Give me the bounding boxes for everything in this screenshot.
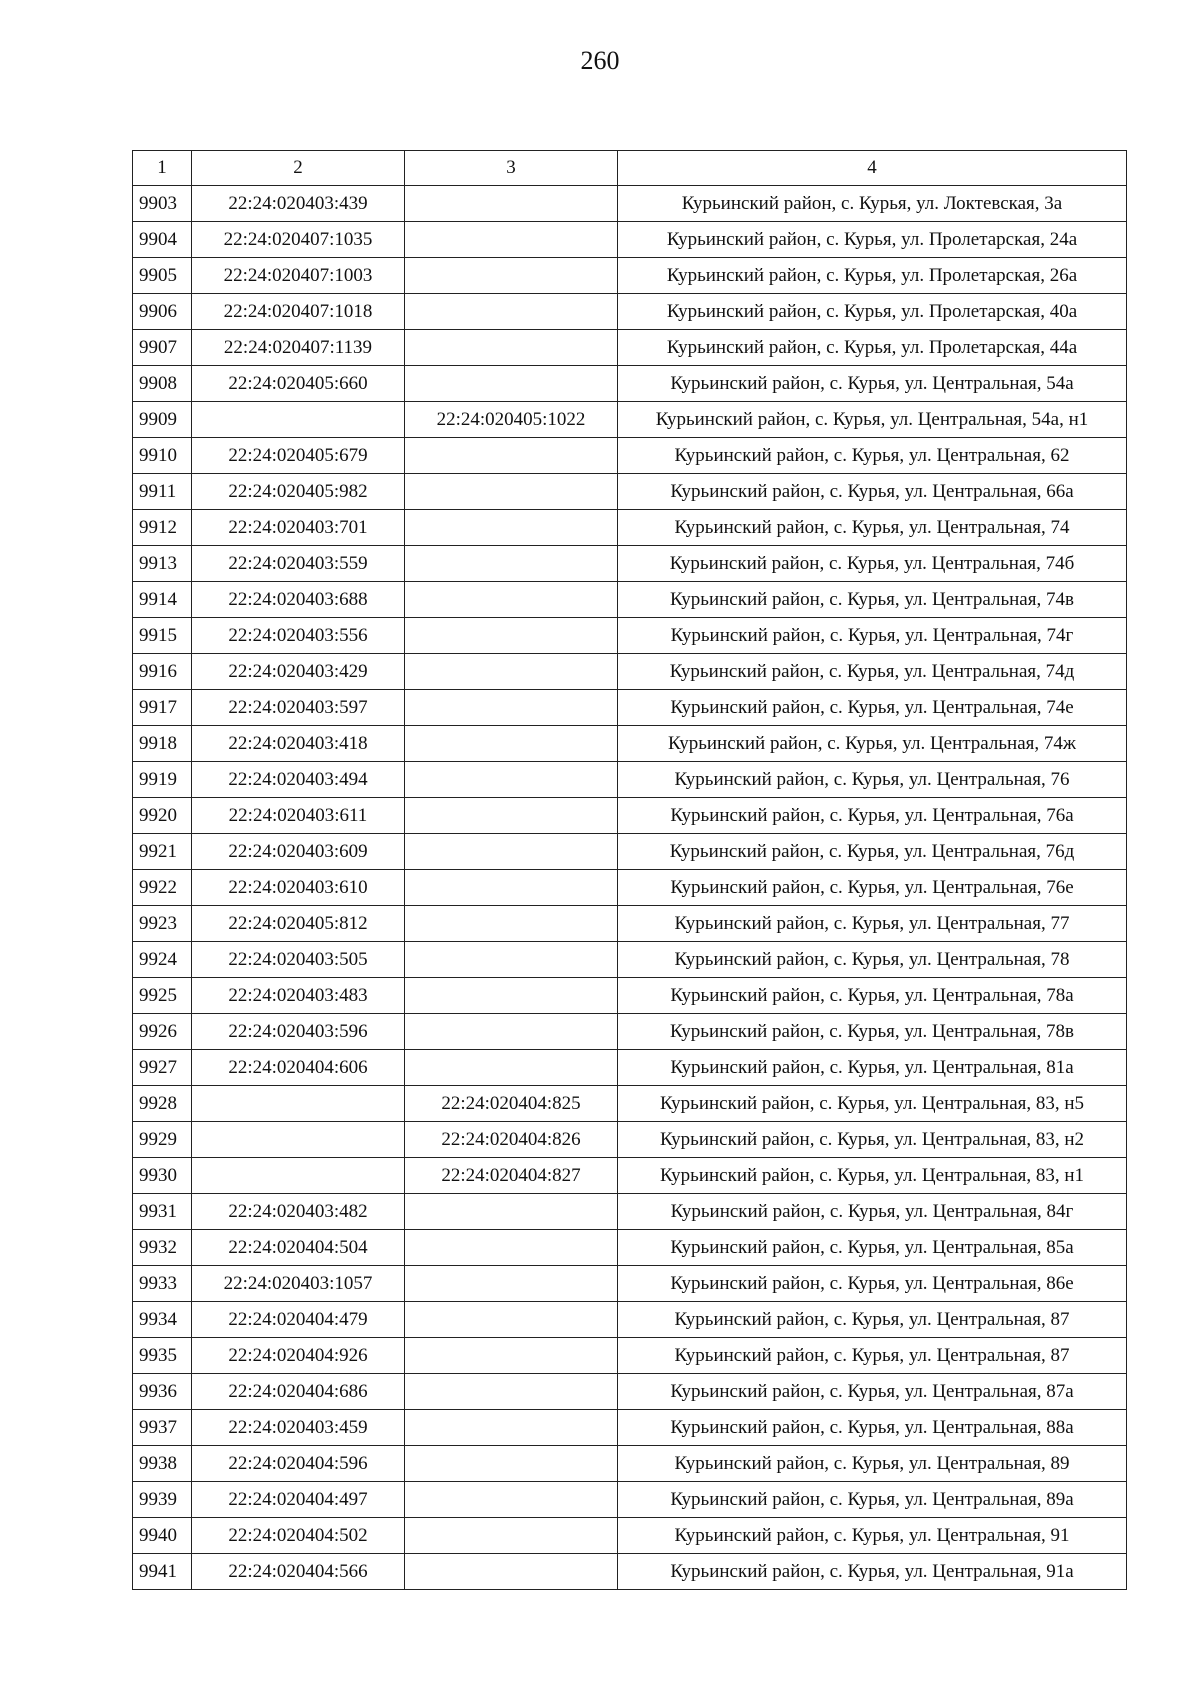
table-row: [133, 1518, 1127, 1554]
address-cell: Курьинский район, с. Курья, ул. Пролетарская, 40а: [618, 294, 1127, 330]
building-cadastral-number-cell: [405, 726, 618, 762]
row-number-cell: 9918: [133, 726, 192, 762]
column-header-3: 3: [405, 151, 618, 186]
address-cell: Курьинский район, с. Курья, ул. Центральная, 77: [618, 906, 1127, 942]
address-cell: Курьинский район, с. Курья, ул. Центральная, 87: [618, 1302, 1127, 1338]
table-row: [133, 294, 1127, 330]
table-row: [133, 330, 1127, 366]
land-cadastral-number-cell: 22:24:020407:1018: [192, 294, 405, 330]
address-cell: Курьинский район, с. Курья, ул. Центральная, 74ж: [618, 726, 1127, 762]
column-header-1: 1: [133, 151, 192, 186]
address-cell: Курьинский район, с. Курья, ул. Центральная, 86е: [618, 1266, 1127, 1302]
table-header: [133, 151, 1127, 186]
row-number-cell: 9932: [133, 1230, 192, 1266]
row-number-cell: 9939: [133, 1482, 192, 1518]
row-number-cell: 9915: [133, 618, 192, 654]
building-cadastral-number-cell: [405, 1518, 618, 1554]
row-number-cell: 9913: [133, 546, 192, 582]
address-cell: Курьинский район, с. Курья, ул. Пролетарская, 44а: [618, 330, 1127, 366]
table-row: [133, 978, 1127, 1014]
building-cadastral-number-cell: [405, 366, 618, 402]
building-cadastral-number-cell: [405, 870, 618, 906]
table-row: [133, 1158, 1127, 1194]
address-cell: Курьинский район, с. Курья, ул. Центральная, 74в: [618, 582, 1127, 618]
column-header-2: 2: [192, 151, 405, 186]
row-number-cell: 9938: [133, 1446, 192, 1482]
building-cadastral-number-cell: [405, 1302, 618, 1338]
building-cadastral-number-cell: 22:24:020404:826: [405, 1122, 618, 1158]
building-cadastral-number-cell: 22:24:020405:1022: [405, 402, 618, 438]
address-cell: Курьинский район, с. Курья, ул. Центральная, 83, н5: [618, 1086, 1127, 1122]
table-row: [133, 1266, 1127, 1302]
building-cadastral-number-cell: [405, 1482, 618, 1518]
table-row: [133, 582, 1127, 618]
row-number-cell: 9919: [133, 762, 192, 798]
table-row: [133, 510, 1127, 546]
table-row: [133, 690, 1127, 726]
land-cadastral-number-cell: [192, 1086, 405, 1122]
row-number-cell: 9928: [133, 1086, 192, 1122]
row-number-cell: 9917: [133, 690, 192, 726]
land-cadastral-number-cell: 22:24:020403:483: [192, 978, 405, 1014]
building-cadastral-number-cell: 22:24:020404:827: [405, 1158, 618, 1194]
table-row: [133, 654, 1127, 690]
address-cell: Курьинский район, с. Курья, ул. Центральная, 76д: [618, 834, 1127, 870]
building-cadastral-number-cell: [405, 1266, 618, 1302]
address-cell: Курьинский район, с. Курья, ул. Центральная, 78в: [618, 1014, 1127, 1050]
land-cadastral-number-cell: 22:24:020405:660: [192, 366, 405, 402]
row-number-cell: 9923: [133, 906, 192, 942]
land-cadastral-number-cell: 22:24:020407:1035: [192, 222, 405, 258]
row-number-cell: 9926: [133, 1014, 192, 1050]
land-cadastral-number-cell: 22:24:020403:418: [192, 726, 405, 762]
land-cadastral-number-cell: [192, 1158, 405, 1194]
table-row: [133, 1302, 1127, 1338]
address-cell: Курьинский район, с. Курья, ул. Центральная, 87а: [618, 1374, 1127, 1410]
address-cell: Курьинский район, с. Курья, ул. Центральная, 74д: [618, 654, 1127, 690]
land-cadastral-number-cell: 22:24:020403:597: [192, 690, 405, 726]
land-cadastral-number-cell: 22:24:020403:610: [192, 870, 405, 906]
table-row: [133, 1554, 1127, 1590]
row-number-cell: 9905: [133, 258, 192, 294]
address-cell: Курьинский район, с. Курья, ул. Центральная, 78а: [618, 978, 1127, 1014]
table-row: [133, 1050, 1127, 1086]
address-cell: Курьинский район, с. Курья, ул. Центральная, 54а: [618, 366, 1127, 402]
table-row: [133, 942, 1127, 978]
table-row: [133, 1410, 1127, 1446]
table-row: [133, 1122, 1127, 1158]
land-cadastral-number-cell: 22:24:020403:609: [192, 834, 405, 870]
table-row: [133, 546, 1127, 582]
header-row: [133, 151, 1127, 186]
row-number-cell: 9934: [133, 1302, 192, 1338]
address-cell: Курьинский район, с. Курья, ул. Центральная, 76: [618, 762, 1127, 798]
address-cell: Курьинский район, с. Курья, ул. Центральная, 83, н2: [618, 1122, 1127, 1158]
page-number: 260: [580, 46, 620, 75]
table-row: [133, 618, 1127, 654]
land-cadastral-number-cell: 22:24:020404:686: [192, 1374, 405, 1410]
table-row: [133, 1194, 1127, 1230]
row-number-cell: 9910: [133, 438, 192, 474]
table-row: [133, 1446, 1127, 1482]
land-cadastral-number-cell: 22:24:020403:1057: [192, 1266, 405, 1302]
column-header-4: 4: [618, 151, 1127, 186]
land-cadastral-number-cell: 22:24:020404:497: [192, 1482, 405, 1518]
address-cell: Курьинский район, с. Курья, ул. Центральная, 54а, н1: [618, 402, 1127, 438]
land-cadastral-number-cell: 22:24:020403:559: [192, 546, 405, 582]
land-cadastral-number-cell: 22:24:020403:596: [192, 1014, 405, 1050]
table-row: [133, 1086, 1127, 1122]
row-number-cell: 9940: [133, 1518, 192, 1554]
building-cadastral-number-cell: [405, 1374, 618, 1410]
address-cell: Курьинский район, с. Курья, ул. Центральная, 74: [618, 510, 1127, 546]
table-row: [133, 366, 1127, 402]
row-number-cell: 9935: [133, 1338, 192, 1374]
row-number-cell: 9930: [133, 1158, 192, 1194]
table-row: [133, 906, 1127, 942]
building-cadastral-number-cell: [405, 1014, 618, 1050]
row-number-cell: 9920: [133, 798, 192, 834]
land-cadastral-number-cell: 22:24:020404:566: [192, 1554, 405, 1590]
building-cadastral-number-cell: [405, 690, 618, 726]
building-cadastral-number-cell: [405, 438, 618, 474]
row-number-cell: 9941: [133, 1554, 192, 1590]
address-cell: Курьинский район, с. Курья, ул. Центральная, 91а: [618, 1554, 1127, 1590]
land-cadastral-number-cell: 22:24:020404:606: [192, 1050, 405, 1086]
table-row: [133, 186, 1127, 222]
building-cadastral-number-cell: [405, 1194, 618, 1230]
building-cadastral-number-cell: [405, 978, 618, 1014]
table-row: [133, 222, 1127, 258]
land-cadastral-number-cell: [192, 1122, 405, 1158]
table-row: [133, 1014, 1127, 1050]
land-cadastral-number-cell: 22:24:020403:505: [192, 942, 405, 978]
row-number-cell: 9903: [133, 186, 192, 222]
row-number-cell: 9933: [133, 1266, 192, 1302]
row-number-cell: 9906: [133, 294, 192, 330]
building-cadastral-number-cell: [405, 546, 618, 582]
address-cell: Курьинский район, с. Курья, ул. Центральная, 76е: [618, 870, 1127, 906]
table-row: [133, 798, 1127, 834]
table-row: [133, 1230, 1127, 1266]
table-row: [133, 438, 1127, 474]
building-cadastral-number-cell: [405, 1410, 618, 1446]
address-cell: Курьинский район, с. Курья, ул. Центральная, 74г: [618, 618, 1127, 654]
address-cell: Курьинский район, с. Курья, ул. Центральная, 66а: [618, 474, 1127, 510]
table-row: [133, 1482, 1127, 1518]
row-number-cell: 9911: [133, 474, 192, 510]
building-cadastral-number-cell: [405, 222, 618, 258]
land-cadastral-number-cell: 22:24:020404:926: [192, 1338, 405, 1374]
row-number-cell: 9909: [133, 402, 192, 438]
table-row: [133, 726, 1127, 762]
building-cadastral-number-cell: [405, 186, 618, 222]
land-cadastral-number-cell: 22:24:020403:688: [192, 582, 405, 618]
row-number-cell: 9921: [133, 834, 192, 870]
address-cell: Курьинский район, с. Курья, ул. Пролетарская, 24а: [618, 222, 1127, 258]
row-number-cell: 9925: [133, 978, 192, 1014]
row-number-cell: 9914: [133, 582, 192, 618]
row-number-cell: 9924: [133, 942, 192, 978]
building-cadastral-number-cell: [405, 1230, 618, 1266]
table-body: [133, 186, 1127, 1590]
address-cell: Курьинский район, с. Курья, ул. Центральная, 83, н1: [618, 1158, 1127, 1194]
row-number-cell: 9922: [133, 870, 192, 906]
land-cadastral-number-cell: 22:24:020404:504: [192, 1230, 405, 1266]
building-cadastral-number-cell: [405, 510, 618, 546]
land-cadastral-number-cell: 22:24:020404:596: [192, 1446, 405, 1482]
table-row: [133, 762, 1127, 798]
row-number-cell: 9937: [133, 1410, 192, 1446]
land-cadastral-number-cell: 22:24:020403:429: [192, 654, 405, 690]
row-number-cell: 9929: [133, 1122, 192, 1158]
land-cadastral-number-cell: 22:24:020403:459: [192, 1410, 405, 1446]
property-register-table: [132, 150, 1127, 1590]
building-cadastral-number-cell: [405, 942, 618, 978]
building-cadastral-number-cell: [405, 618, 618, 654]
address-cell: Курьинский район, с. Курья, ул. Центральная, 74е: [618, 690, 1127, 726]
address-cell: Курьинский район, с. Курья, ул. Локтевская, 3а: [618, 186, 1127, 222]
land-cadastral-number-cell: 22:24:020403:494: [192, 762, 405, 798]
land-cadastral-number-cell: 22:24:020404:479: [192, 1302, 405, 1338]
land-cadastral-number-cell: 22:24:020405:679: [192, 438, 405, 474]
building-cadastral-number-cell: [405, 1050, 618, 1086]
row-number-cell: 9931: [133, 1194, 192, 1230]
land-cadastral-number-cell: 22:24:020407:1003: [192, 258, 405, 294]
building-cadastral-number-cell: [405, 906, 618, 942]
building-cadastral-number-cell: 22:24:020404:825: [405, 1086, 618, 1122]
address-cell: Курьинский район, с. Курья, ул. Центральная, 85а: [618, 1230, 1127, 1266]
address-cell: Курьинский район, с. Курья, ул. Центральная, 91: [618, 1518, 1127, 1554]
building-cadastral-number-cell: [405, 258, 618, 294]
building-cadastral-number-cell: [405, 834, 618, 870]
address-cell: Курьинский район, с. Курья, ул. Центральная, 76а: [618, 798, 1127, 834]
address-cell: Курьинский район, с. Курья, ул. Центральная, 87: [618, 1338, 1127, 1374]
building-cadastral-number-cell: [405, 1446, 618, 1482]
land-cadastral-number-cell: 22:24:020403:701: [192, 510, 405, 546]
table-row: [133, 1338, 1127, 1374]
row-number-cell: 9916: [133, 654, 192, 690]
land-cadastral-number-cell: 22:24:020405:982: [192, 474, 405, 510]
address-cell: Курьинский район, с. Курья, ул. Центральная, 74б: [618, 546, 1127, 582]
address-cell: Курьинский район, с. Курья, ул. Пролетарская, 26а: [618, 258, 1127, 294]
land-cadastral-number-cell: 22:24:020403:439: [192, 186, 405, 222]
address-cell: Курьинский район, с. Курья, ул. Центральная, 78: [618, 942, 1127, 978]
address-cell: Курьинский район, с. Курья, ул. Центральная, 89: [618, 1446, 1127, 1482]
land-cadastral-number-cell: 22:24:020404:502: [192, 1518, 405, 1554]
land-cadastral-number-cell: 22:24:020405:812: [192, 906, 405, 942]
land-cadastral-number-cell: [192, 402, 405, 438]
table-row: [133, 402, 1127, 438]
row-number-cell: 9936: [133, 1374, 192, 1410]
building-cadastral-number-cell: [405, 798, 618, 834]
address-cell: Курьинский район, с. Курья, ул. Центральная, 81а: [618, 1050, 1127, 1086]
table-row: [133, 1374, 1127, 1410]
row-number-cell: 9904: [133, 222, 192, 258]
address-cell: Курьинский район, с. Курья, ул. Центральная, 84г: [618, 1194, 1127, 1230]
table-row: [133, 870, 1127, 906]
row-number-cell: 9927: [133, 1050, 192, 1086]
building-cadastral-number-cell: [405, 1554, 618, 1590]
land-cadastral-number-cell: 22:24:020403:611: [192, 798, 405, 834]
table-row: [133, 474, 1127, 510]
row-number-cell: 9908: [133, 366, 192, 402]
building-cadastral-number-cell: [405, 330, 618, 366]
building-cadastral-number-cell: [405, 654, 618, 690]
address-cell: Курьинский район, с. Курья, ул. Центральная, 88а: [618, 1410, 1127, 1446]
address-cell: Курьинский район, с. Курья, ул. Центральная, 62: [618, 438, 1127, 474]
table-row: [133, 258, 1127, 294]
building-cadastral-number-cell: [405, 294, 618, 330]
building-cadastral-number-cell: [405, 1338, 618, 1374]
land-cadastral-number-cell: 22:24:020403:556: [192, 618, 405, 654]
table-row: [133, 834, 1127, 870]
building-cadastral-number-cell: [405, 582, 618, 618]
building-cadastral-number-cell: [405, 762, 618, 798]
land-cadastral-number-cell: 22:24:020403:482: [192, 1194, 405, 1230]
land-cadastral-number-cell: 22:24:020407:1139: [192, 330, 405, 366]
row-number-cell: 9907: [133, 330, 192, 366]
address-cell: Курьинский район, с. Курья, ул. Центральная, 89а: [618, 1482, 1127, 1518]
building-cadastral-number-cell: [405, 474, 618, 510]
row-number-cell: 9912: [133, 510, 192, 546]
